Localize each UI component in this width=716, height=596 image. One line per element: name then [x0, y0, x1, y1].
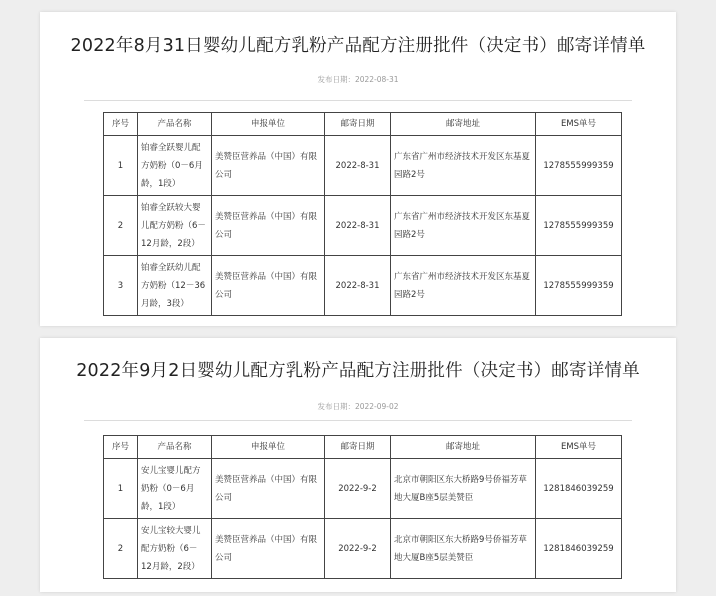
notice-title: 2022年8月31日婴幼儿配方乳粉产品配方注册批件（决定书）邮寄详情单 [70, 36, 646, 56]
divider [84, 100, 632, 101]
header-ems: EMS单号 [536, 436, 622, 459]
table-header-row [104, 113, 622, 136]
header-product: 产品名称 [138, 436, 212, 459]
publish-date-value: 2022-09-02 [354, 402, 399, 411]
publish-date [40, 74, 676, 85]
cell-address: 广东省广州市经济技术开发区东基夏园路2号 [391, 256, 536, 316]
notice-card-0831 [40, 12, 676, 326]
cell-index: 2 [104, 196, 138, 256]
cell-ems: 1278555999359 [536, 256, 622, 316]
header-address: 邮寄地址 [391, 436, 536, 459]
table-row [104, 196, 622, 256]
header-applicant: 申报单位 [212, 113, 325, 136]
notice-card-0902 [40, 338, 676, 592]
header-applicant: 申报单位 [212, 436, 325, 459]
cell-product: 铂睿全跃较大婴儿配方奶粉（6－12月龄，2段） [138, 196, 212, 256]
publish-date-label: 发布日期： [317, 402, 355, 411]
cell-applicant: 美赞臣营养品（中国）有限公司 [212, 136, 325, 196]
mailing-table [103, 112, 622, 316]
header-ems: EMS单号 [536, 113, 622, 136]
cell-mail-date: 2022-9-2 [325, 459, 391, 519]
cell-product: 安儿宝婴儿配方奶粉（0－6月龄，1段） [138, 459, 212, 519]
notice-title: 2022年9月2日婴幼儿配方乳粉产品配方注册批件（决定书）邮寄详情单 [76, 361, 640, 381]
cell-ems: 1281846039259 [536, 519, 622, 579]
cell-product: 安儿宝较大婴儿配方奶粉（6－12月龄，2段） [138, 519, 212, 579]
cell-address: 广东省广州市经济技术开发区东基夏园路2号 [391, 136, 536, 196]
mailing-table [103, 435, 622, 579]
cell-index: 3 [104, 256, 138, 316]
cell-index: 1 [104, 136, 138, 196]
cell-applicant: 美赞臣营养品（中国）有限公司 [212, 256, 325, 316]
table-row [104, 519, 622, 579]
publish-date [40, 401, 676, 412]
cell-index: 2 [104, 519, 138, 579]
cell-address: 北京市朝阳区东大桥路9号侨福芳草地大厦B座5层美赞臣 [391, 519, 536, 579]
header-product: 产品名称 [138, 113, 212, 136]
cell-address: 北京市朝阳区东大桥路9号侨福芳草地大厦B座5层美赞臣 [391, 459, 536, 519]
header-index: 序号 [104, 113, 138, 136]
header-mail-date: 邮寄日期 [325, 113, 391, 136]
cell-applicant: 美赞臣营养品（中国）有限公司 [212, 519, 325, 579]
table-row [104, 256, 622, 316]
header-address: 邮寄地址 [391, 113, 536, 136]
publish-date-label: 发布日期： [317, 75, 355, 84]
cell-ems: 1278555999359 [536, 196, 622, 256]
cell-mail-date: 2022-8-31 [325, 136, 391, 196]
table-row [104, 459, 622, 519]
cell-address: 广东省广州市经济技术开发区东基夏园路2号 [391, 196, 536, 256]
cell-ems: 1278555999359 [536, 136, 622, 196]
cell-product: 铂睿全跃婴儿配方奶粉（0－6月龄，1段） [138, 136, 212, 196]
cell-applicant: 美赞臣营养品（中国）有限公司 [212, 459, 325, 519]
cell-index: 1 [104, 459, 138, 519]
divider [84, 420, 632, 421]
cell-product: 铂睿全跃幼儿配方奶粉（12－36月龄，3段） [138, 256, 212, 316]
cell-mail-date: 2022-8-31 [325, 196, 391, 256]
cell-mail-date: 2022-8-31 [325, 256, 391, 316]
cell-mail-date: 2022-9-2 [325, 519, 391, 579]
cell-ems: 1281846039259 [536, 459, 622, 519]
cell-applicant: 美赞臣营养品（中国）有限公司 [212, 196, 325, 256]
header-index: 序号 [104, 436, 138, 459]
table-header-row [104, 436, 622, 459]
table-row [104, 136, 622, 196]
header-mail-date: 邮寄日期 [325, 436, 391, 459]
publish-date-value: 2022-08-31 [354, 75, 399, 84]
